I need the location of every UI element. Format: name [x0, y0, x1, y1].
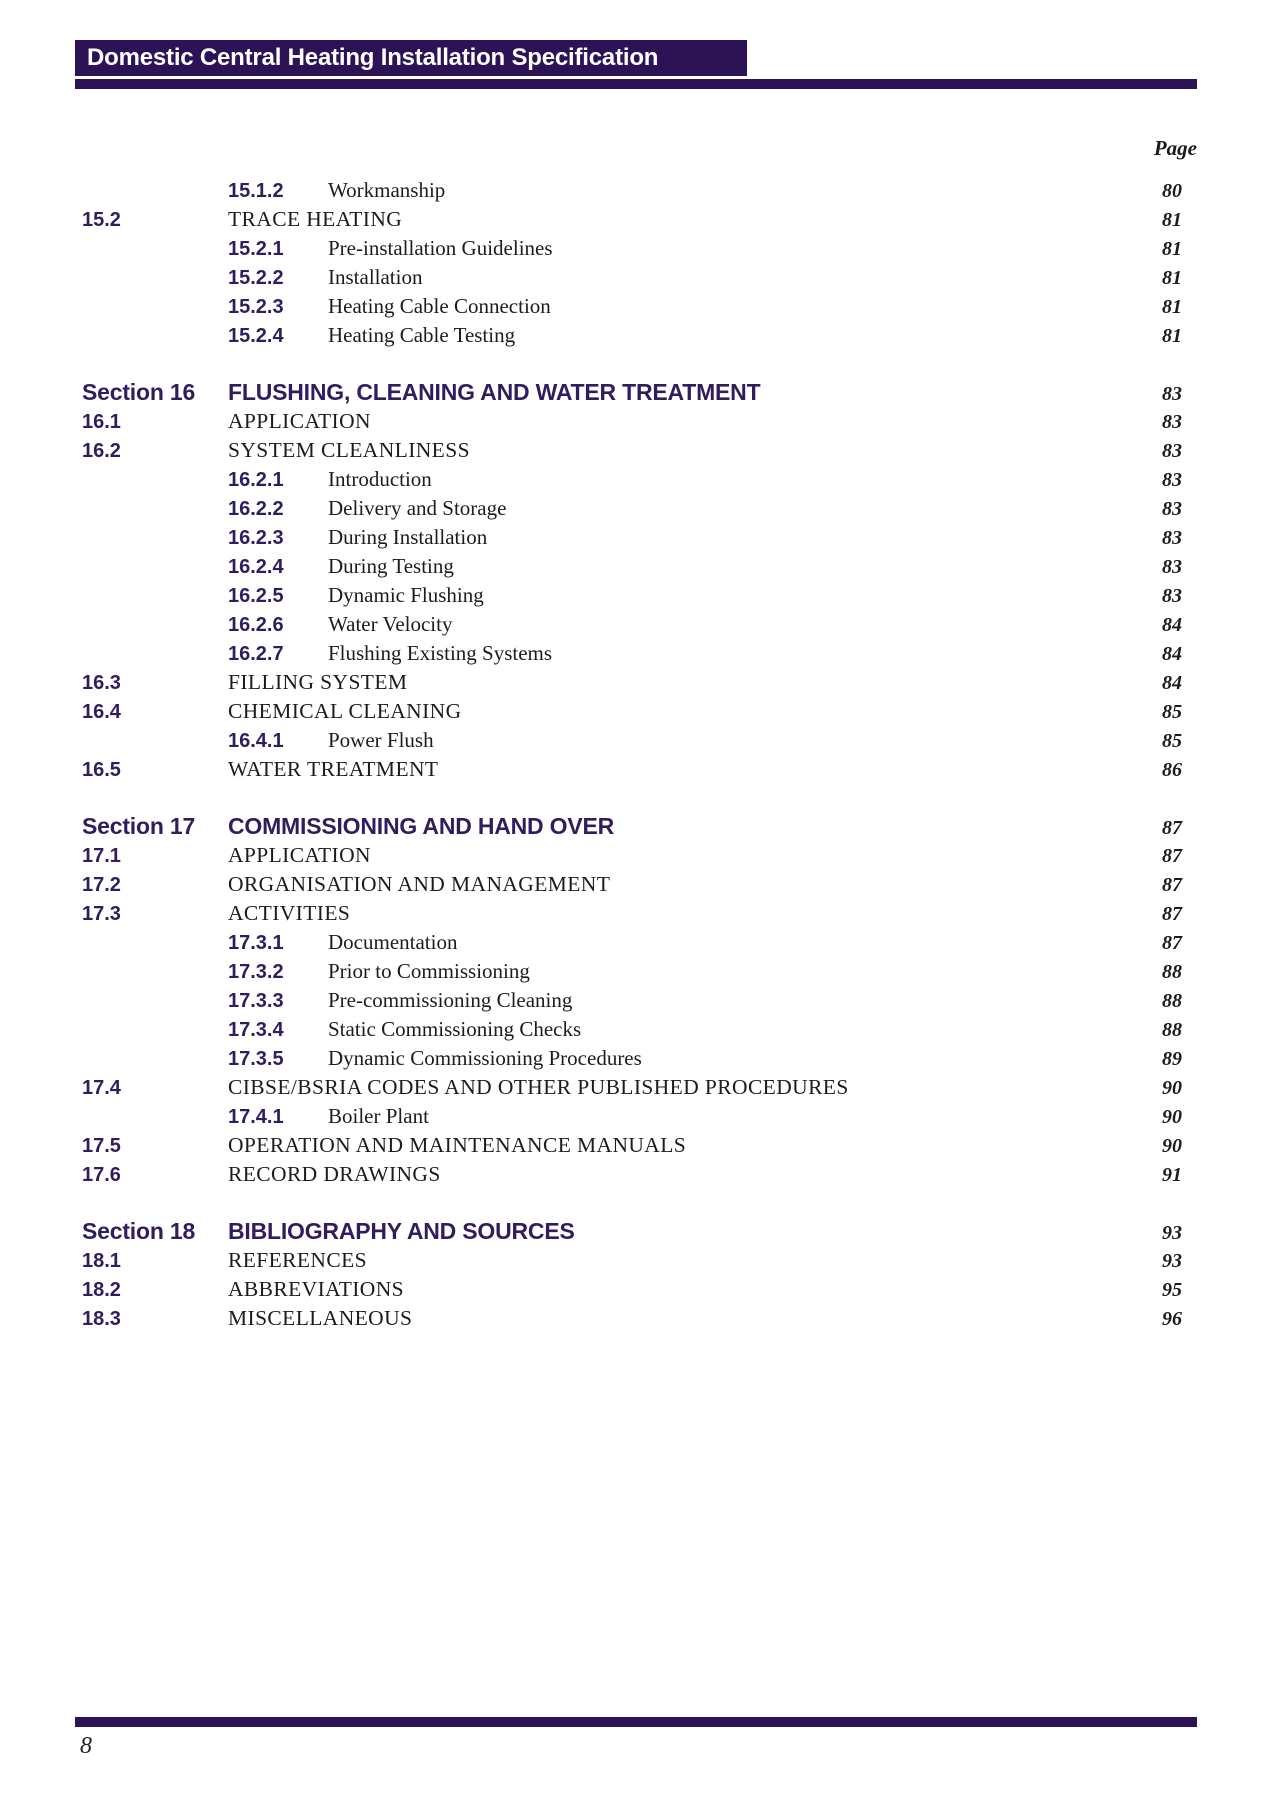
- toc-entry-page: 81: [1162, 296, 1182, 318]
- toc-entry-title: Boiler Plant: [328, 1104, 429, 1128]
- toc-row: [82, 494, 1182, 523]
- toc-entry-title: Power Flush: [328, 728, 434, 752]
- footer-rule: [75, 1717, 1197, 1727]
- toc-entry-page: 87: [1162, 932, 1182, 954]
- toc-entry-number: 15.2.2: [228, 267, 284, 289]
- toc-row: [82, 1131, 1182, 1160]
- toc-entry-page: 83: [1162, 383, 1182, 405]
- toc-entry-title: BIBLIOGRAPHY AND SOURCES: [228, 1218, 575, 1244]
- toc-row: [82, 957, 1182, 986]
- table-of-contents: [82, 176, 1182, 1333]
- toc-row: [82, 1015, 1182, 1044]
- toc-entry-number: 16.5: [82, 759, 121, 781]
- toc-row: [82, 841, 1182, 870]
- document-title: Domestic Central Heating Installation Specification: [87, 44, 659, 71]
- toc-entry-page: 95: [1162, 1279, 1182, 1301]
- toc-entry-number: 16.2.1: [228, 469, 284, 491]
- toc-entry-number: 16.3: [82, 672, 121, 694]
- toc-entry-page: 83: [1162, 411, 1182, 433]
- toc-entry-title: ORGANISATION AND MANAGEMENT: [228, 872, 611, 896]
- toc-entry-title: Documentation: [328, 930, 458, 954]
- toc-entry-number: 17.3.5: [228, 1048, 284, 1070]
- toc-entry-page: 81: [1162, 267, 1182, 289]
- toc-entry-page: 81: [1162, 209, 1182, 231]
- toc-row: [82, 1044, 1182, 1073]
- toc-row: [82, 552, 1182, 581]
- toc-entry-title: Installation: [328, 265, 423, 289]
- toc-entry-number: 16.4: [82, 701, 121, 723]
- toc-entry-number: Section 16: [82, 379, 196, 405]
- toc-entry-page: 87: [1162, 817, 1182, 839]
- toc-row: [82, 928, 1182, 957]
- toc-row: [82, 176, 1182, 205]
- toc-row: [82, 1275, 1182, 1304]
- toc-row: [82, 321, 1182, 350]
- toc-entry-page: 93: [1162, 1222, 1182, 1244]
- toc-row: [82, 870, 1182, 899]
- toc-entry-title: OPERATION AND MAINTENANCE MANUALS: [228, 1133, 687, 1157]
- toc-entry-title: ABBREVIATIONS: [228, 1277, 405, 1301]
- toc-entry-title: Static Commissioning Checks: [328, 1017, 582, 1041]
- toc-entry-title: Workmanship: [328, 178, 446, 202]
- toc-entry-page: 84: [1162, 672, 1182, 694]
- toc-entry-number: 15.2.4: [228, 325, 284, 347]
- toc-entry-number: 17.2: [82, 874, 121, 896]
- toc-entry-page: 91: [1162, 1164, 1182, 1186]
- toc-row: [82, 610, 1182, 639]
- toc-row: [82, 465, 1182, 494]
- toc-entry-page: 96: [1162, 1308, 1182, 1330]
- toc-entry-title: Heating Cable Connection: [328, 294, 551, 318]
- toc-row: [82, 755, 1182, 784]
- toc-entry-title: CIBSE/BSRIA CODES AND OTHER PUBLISHED PROCEDURES: [228, 1075, 849, 1099]
- toc-entry-title: Water Velocity: [328, 612, 453, 636]
- toc-entry-title: MISCELLANEOUS: [228, 1306, 413, 1330]
- toc-entry-number: 17.4: [82, 1077, 121, 1099]
- toc-row: [82, 697, 1182, 726]
- toc-entry-title: TRACE HEATING: [228, 207, 403, 231]
- toc-entry-page: 84: [1162, 614, 1182, 636]
- toc-entry-number: 16.4.1: [228, 730, 284, 752]
- toc-entry-title: Prior to Commissioning: [328, 959, 530, 983]
- toc-entry-number: 17.3.1: [228, 932, 284, 954]
- toc-entry-title: Delivery and Storage: [328, 496, 507, 520]
- toc-entry-page: 84: [1162, 643, 1182, 665]
- toc-row: [82, 263, 1182, 292]
- toc-entry-number: 17.6: [82, 1164, 121, 1186]
- toc-entry-title: SYSTEM CLEANLINESS: [228, 438, 470, 462]
- toc-entry-number: Section 18: [82, 1218, 196, 1244]
- toc-entry-title: Pre-commissioning Cleaning: [328, 988, 573, 1012]
- toc-entry-title: Pre-installation Guidelines: [328, 236, 553, 260]
- toc-entry-page: 87: [1162, 874, 1182, 896]
- toc-entry-number: 15.2.3: [228, 296, 284, 318]
- toc-entry-title: Heating Cable Testing: [328, 323, 516, 347]
- toc-entry-page: 80: [1162, 180, 1182, 202]
- toc-entry-title: REFERENCES: [228, 1248, 367, 1272]
- toc-entry-number: 17.5: [82, 1135, 121, 1157]
- toc-entry-page: 85: [1162, 730, 1182, 752]
- toc-entry-page: 90: [1162, 1106, 1182, 1128]
- toc-entry-number: 15.1.2: [228, 180, 284, 202]
- toc-row: [82, 407, 1182, 436]
- toc-entry-title: CHEMICAL CLEANING: [228, 699, 462, 723]
- toc-entry-page: 86: [1162, 759, 1182, 781]
- toc-entry-title: During Installation: [328, 525, 488, 549]
- toc-entry-page: 89: [1162, 1048, 1182, 1070]
- toc-entry-number: 16.2.5: [228, 585, 284, 607]
- toc-entry-page: 90: [1162, 1077, 1182, 1099]
- toc-entry-number: 16.2.2: [228, 498, 284, 520]
- toc-row: [82, 1160, 1182, 1189]
- toc-entry-number: 18.1: [82, 1250, 121, 1272]
- toc-entry-page: 83: [1162, 498, 1182, 520]
- toc-entry-title: FILLING SYSTEM: [228, 670, 408, 694]
- toc-row: [82, 812, 1182, 841]
- toc-entry-number: 15.2: [82, 209, 121, 231]
- toc-row: [82, 726, 1182, 755]
- toc-entry-title: COMMISSIONING AND HAND OVER: [228, 813, 615, 839]
- toc-entry-number: 16.2.4: [228, 556, 284, 578]
- toc-row: [82, 523, 1182, 552]
- toc-entry-number: 18.2: [82, 1279, 121, 1301]
- toc-row: [82, 899, 1182, 928]
- toc-entry-page: 83: [1162, 527, 1182, 549]
- toc-entry-page: 85: [1162, 701, 1182, 723]
- toc-entry-title: Introduction: [328, 467, 432, 491]
- toc-entry-page: 83: [1162, 556, 1182, 578]
- toc-row: [82, 639, 1182, 668]
- toc-row: [82, 668, 1182, 697]
- toc-entry-number: 16.2.6: [228, 614, 284, 636]
- toc-entry-number: 16.1: [82, 411, 121, 433]
- toc-entry-title: Dynamic Commissioning Procedures: [328, 1046, 642, 1070]
- toc-entry-page: 88: [1162, 961, 1182, 983]
- toc-entry-number: Section 17: [82, 813, 196, 839]
- toc-row: [82, 436, 1182, 465]
- toc-row: [82, 1073, 1182, 1102]
- toc-entry-title: ACTIVITIES: [228, 901, 351, 925]
- toc-row: [82, 986, 1182, 1015]
- toc-row: [82, 234, 1182, 263]
- toc-entry-number: 17.3: [82, 903, 121, 925]
- toc-entry-page: 93: [1162, 1250, 1182, 1272]
- toc-entry-title: APPLICATION: [228, 409, 371, 433]
- toc-row: [82, 581, 1182, 610]
- toc-entry-title: Dynamic Flushing: [328, 583, 484, 607]
- toc-row: [82, 1217, 1182, 1246]
- toc-entry-title: FLUSHING, CLEANING AND WATER TREATMENT: [228, 379, 761, 405]
- toc-entry-title: APPLICATION: [228, 843, 371, 867]
- toc-entry-page: 81: [1162, 325, 1182, 347]
- toc-entry-number: 18.3: [82, 1308, 121, 1330]
- toc-row: [82, 1246, 1182, 1275]
- toc-entry-page: 90: [1162, 1135, 1182, 1157]
- toc-row: [82, 1304, 1182, 1333]
- toc-entry-number: 17.1: [82, 845, 121, 867]
- toc-entry-page: 88: [1162, 990, 1182, 1012]
- toc-entry-number: 17.3.3: [228, 990, 284, 1012]
- toc-entry-number: 16.2: [82, 440, 121, 462]
- toc-entry-page: 88: [1162, 1019, 1182, 1041]
- footer-page-number: 8: [80, 1733, 92, 1759]
- toc-row: [82, 292, 1182, 321]
- toc-entry-number: 17.3.4: [228, 1019, 284, 1041]
- toc-entry-page: 83: [1162, 585, 1182, 607]
- toc-entry-page: 83: [1162, 469, 1182, 491]
- toc-entry-number: 15.2.1: [228, 238, 284, 260]
- header-title-banner: [75, 40, 747, 76]
- header-rule: [75, 79, 1197, 89]
- toc-entry-title: RECORD DRAWINGS: [228, 1162, 441, 1186]
- toc-row: [82, 205, 1182, 234]
- toc-entry-number: 16.2.7: [228, 643, 284, 665]
- toc-entry-title: Flushing Existing Systems: [328, 641, 553, 665]
- toc-entry-number: 16.2.3: [228, 527, 284, 549]
- page-column-label: Page: [1153, 136, 1197, 160]
- toc-row: [82, 378, 1182, 407]
- toc-entry-number: 17.4.1: [228, 1106, 284, 1128]
- toc-entry-page: 83: [1162, 440, 1182, 462]
- toc-entry-number: 17.3.2: [228, 961, 284, 983]
- toc-entry-page: 81: [1162, 238, 1182, 260]
- toc-entry-page: 87: [1162, 903, 1182, 925]
- toc-entry-title: WATER TREATMENT: [228, 757, 439, 781]
- toc-entry-page: 87: [1162, 845, 1182, 867]
- toc-entry-title: During Testing: [328, 554, 454, 578]
- toc-row: [82, 1102, 1182, 1131]
